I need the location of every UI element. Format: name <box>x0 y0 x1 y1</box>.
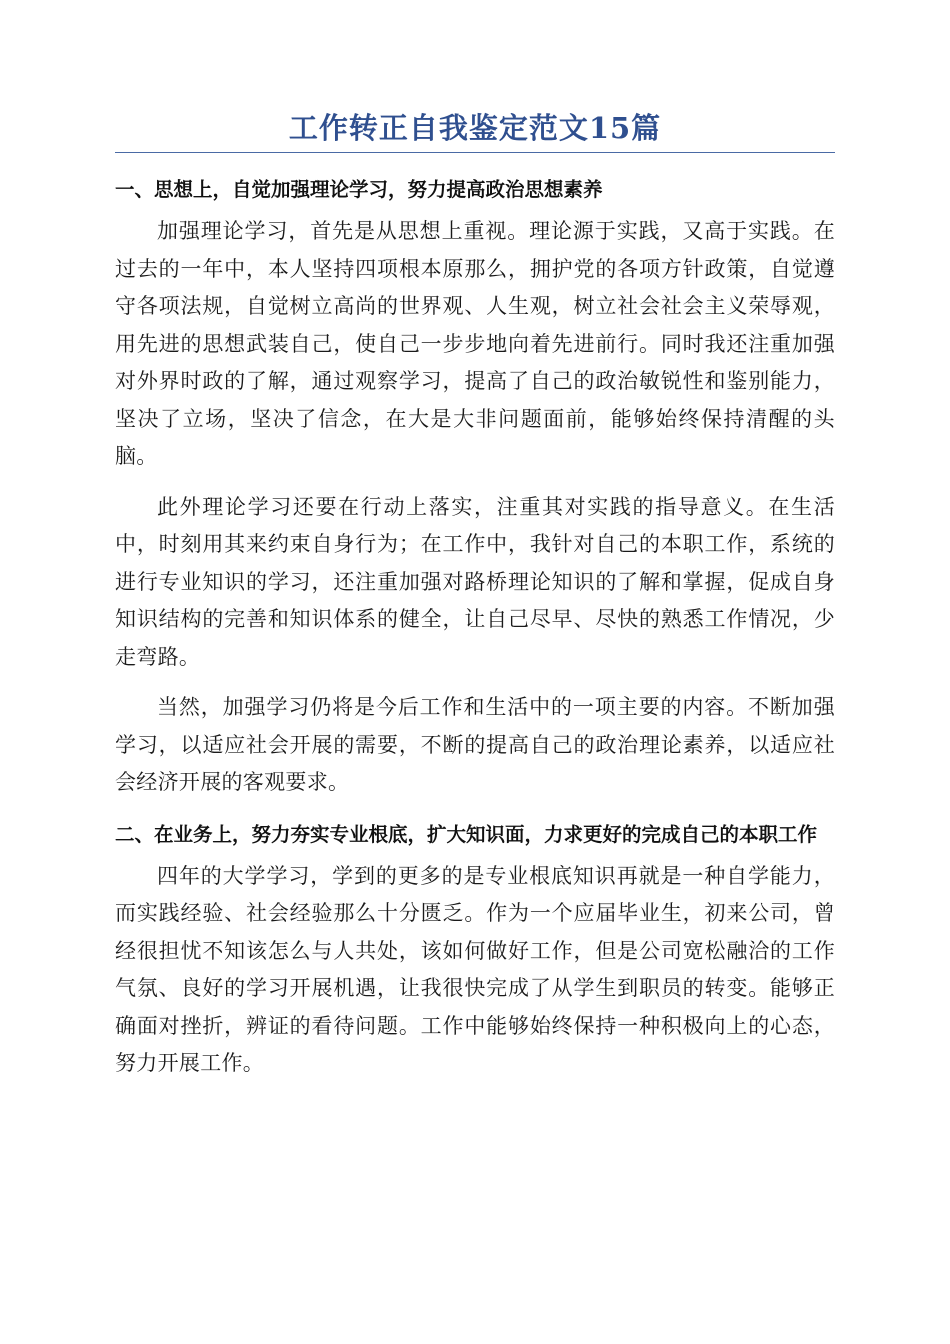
section-heading: 一、思想上，自觉加强理论学习，努力提高政治思想素养 <box>115 178 603 201</box>
paragraph: 四年的大学学习，学到的更多的是专业根底知识再就是一种自学能力，而实践经验、社会经验那么十分匮乏。作为一个应届毕业生，初来公司，曾经很担忧不知该怎么与人共处，该如何做好工作，但是公司宽松融洽的工作气氛、良好的学习开展机遇，让我很快完成了从学生到职员的转变。能够正确面对挫折，辨证的看待问题。工作中能够始终保持一种积极向上的心态，努力开展工作。 <box>115 863 835 1075</box>
section-one <box>115 171 835 802</box>
section-heading: 二、在业务上，努力夯实专业根底，扩大知识面，力求更好的完成自己的本职工作 <box>115 822 818 846</box>
document-page <box>115 108 835 1096</box>
paragraph: 加强理论学习，首先是从思想上重视。理论源于实践，又高于实践。在过去的一年中，本人坚持四项根本原那么，拥护党的各项方针政策，自觉遵守各项法规，自觉树立高尚的世界观、人生观，树立社会社会主义荣辱观，用先进的思想武装自己，使自己一步步地向着先进前行。同时我还注重加强对外界时政的了解，通过观察学习，提高了自己的政治敏锐性和鉴别能力，坚决了立场，坚决了信念，在大是大非问题面前，能够始终保持清醒的头脑。 <box>115 219 835 468</box>
document-title: 工作转正自我鉴定范文15篇 <box>115 108 835 153</box>
paragraph: 此外理论学习还要在行动上落实，注重其对实践的指导意义。在生活中，时刻用其来约束自身行为；在工作中，我针对自己的本职工作，系统的进行专业知识的学习，还注重加强对路桥理论知识的了解和掌握，促成自身知识结构的完善和知识体系的健全，让自己尽早、尽快的熟悉工作情况，少走弯路。 <box>115 494 835 669</box>
paragraph: 当然，加强学习仍将是今后工作和生活中的一项主要的内容。不断加强学习，以适应社会开展的需要，不断的提高自己的政治理论素养，以适应社会经济开展的客观要求。 <box>115 695 835 794</box>
section-two <box>115 816 835 1083</box>
